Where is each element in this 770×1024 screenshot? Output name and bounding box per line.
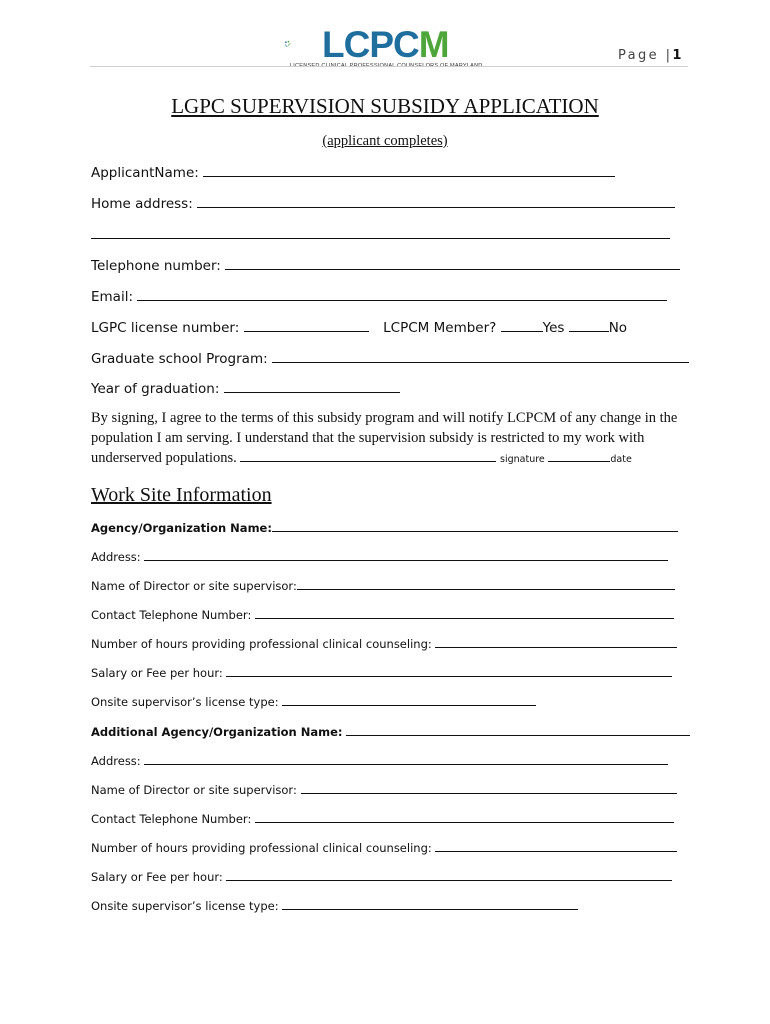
additional-hours-line[interactable] bbox=[435, 840, 677, 852]
telephone-line[interactable] bbox=[225, 256, 680, 270]
additional-license-type-line[interactable] bbox=[282, 898, 578, 910]
additional-hours-field: Number of hours providing professional clinical counseling: bbox=[91, 840, 677, 855]
page-subtitle: (applicant completes) bbox=[322, 133, 448, 149]
signature-line[interactable] bbox=[240, 449, 496, 462]
email-line[interactable] bbox=[137, 287, 667, 301]
agency-name-line[interactable] bbox=[272, 520, 678, 532]
additional-agency-name-field: Additional Agency/Organization Name: bbox=[91, 724, 690, 739]
additional-address-field: Address: bbox=[91, 753, 668, 768]
logo-tagline: LICENSED CLINICAL PROFESSIONAL COUNSELORS OF MARYLAND bbox=[290, 63, 483, 69]
member-no-line[interactable] bbox=[569, 318, 609, 332]
director-line[interactable] bbox=[297, 578, 675, 590]
license-member-row: LGPC license number: LCPCM Member? Yes No bbox=[91, 320, 628, 336]
page-title: LGPC SUPERVISION SUBSIDY APPLICATION bbox=[171, 94, 599, 118]
hours-field: Number of hours providing professional clinical counseling: bbox=[91, 636, 677, 651]
additional-contact-phone-line[interactable] bbox=[255, 811, 674, 823]
home-address-line[interactable] bbox=[197, 194, 675, 208]
additional-salary-line[interactable] bbox=[226, 869, 672, 881]
graduate-program-line[interactable] bbox=[272, 349, 689, 363]
graduation-year-line[interactable] bbox=[224, 379, 400, 393]
email-field: Email: bbox=[91, 287, 667, 305]
contact-phone-field: Contact Telephone Number: bbox=[91, 607, 674, 622]
graduate-program-field: Graduate school Program: bbox=[91, 349, 689, 367]
page-number: Page |1 bbox=[618, 48, 682, 63]
additional-contact-phone-field: Contact Telephone Number: bbox=[91, 811, 674, 826]
salary-field: Salary or Fee per hour: bbox=[91, 665, 672, 680]
work-site-heading: Work Site Information bbox=[91, 484, 272, 506]
agency-name-field: Agency/Organization Name: bbox=[91, 520, 678, 535]
salary-line[interactable] bbox=[226, 665, 672, 677]
graduation-year-field: Year of graduation: bbox=[91, 379, 400, 397]
agency-address-field: Address: bbox=[91, 549, 668, 564]
license-number-line[interactable] bbox=[244, 318, 369, 332]
agency-address-line[interactable] bbox=[144, 549, 668, 561]
contact-phone-line[interactable] bbox=[255, 607, 674, 619]
lcpcm-logo-icon bbox=[284, 28, 324, 62]
home-address-field: Home address: bbox=[91, 194, 675, 212]
additional-salary-field: Salary or Fee per hour: bbox=[91, 869, 672, 884]
applicant-name-field: ApplicantName: bbox=[91, 163, 615, 181]
additional-address-line[interactable] bbox=[144, 753, 668, 765]
director-field: Name of Director or site supervisor: bbox=[91, 578, 675, 593]
license-type-line[interactable] bbox=[282, 694, 536, 706]
logo-wordmark: LCPCM bbox=[322, 24, 449, 65]
header-divider bbox=[90, 66, 688, 67]
date-line[interactable] bbox=[548, 451, 610, 462]
agreement-paragraph: By signing, I agree to the terms of this subsidy program and will notify LCPCM of any change in the population I am serving. I understand that the supervision subsidy is restricted to my work with underserved populations. signature date bbox=[91, 410, 678, 466]
member-yes-line[interactable] bbox=[501, 318, 543, 332]
hours-line[interactable] bbox=[435, 636, 677, 648]
telephone-field: Telephone number: bbox=[91, 256, 680, 274]
additional-agency-name-line[interactable] bbox=[346, 724, 690, 736]
additional-director-line[interactable] bbox=[301, 782, 677, 794]
home-address-line-2[interactable] bbox=[91, 225, 670, 239]
applicant-name-line[interactable] bbox=[203, 163, 615, 177]
license-type-field: Onsite supervisor’s license type: bbox=[91, 694, 536, 709]
additional-director-field: Name of Director or site supervisor: bbox=[91, 782, 677, 797]
additional-license-type-field: Onsite supervisor’s license type: bbox=[91, 898, 578, 913]
